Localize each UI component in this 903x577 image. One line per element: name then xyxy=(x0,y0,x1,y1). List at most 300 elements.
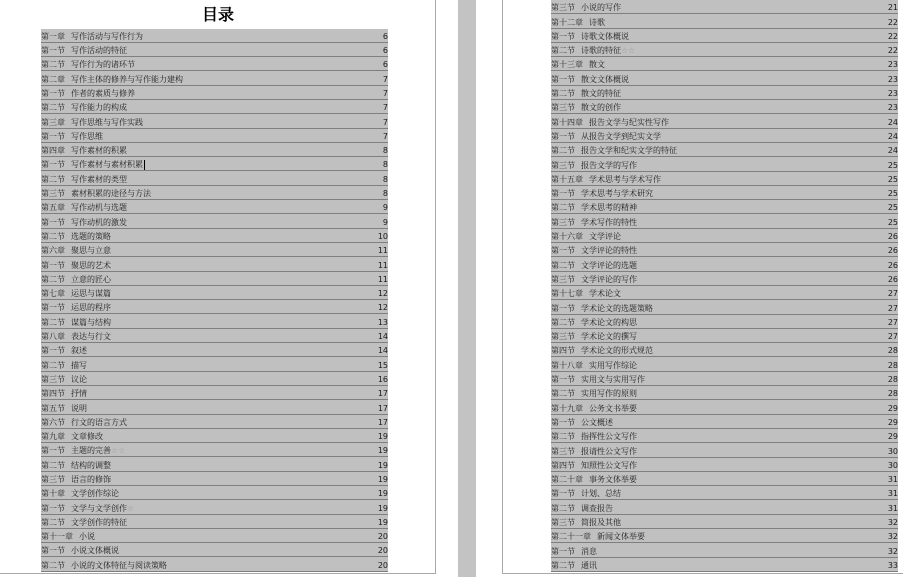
toc-entry-page-number: 6 xyxy=(382,46,388,56)
toc-entry[interactable] xyxy=(551,329,898,343)
toc-entry-heading: 第一章 xyxy=(41,31,65,41)
toc-entry-page-number: 11 xyxy=(377,274,388,284)
toc-entry-heading: 第二节 xyxy=(41,274,65,284)
toc-entry-title: 写作素材与素材积累 xyxy=(71,160,143,170)
toc-entry-page-number: 26 xyxy=(887,274,898,284)
toc-entry-title: 学术论文的构思 xyxy=(581,317,637,327)
toc-entry-heading: 第六章 xyxy=(41,246,65,256)
toc-entry-page-number: 8 xyxy=(382,189,388,199)
toc-entry[interactable] xyxy=(41,343,388,357)
toc-entry[interactable] xyxy=(551,71,898,85)
toc-entry-heading: 第三节 xyxy=(551,217,575,227)
toc-entry-page-number: 24 xyxy=(887,146,898,156)
toc-entry-heading: 第一节 xyxy=(41,303,65,313)
toc-entry-page-number: 25 xyxy=(887,203,898,213)
toc-entry-page-number: 31 xyxy=(887,475,898,485)
toc-entry-heading: 第二节 xyxy=(41,517,65,527)
toc-entry-heading: 第十一章 xyxy=(41,532,73,542)
toc-entry-heading: 第三节 xyxy=(551,446,575,456)
toc-entry-title: 学术论文的选题策略 xyxy=(581,303,653,313)
toc-entry-title: 叙述 xyxy=(71,346,87,356)
toc-entry-title: 学术思考与学术研究 xyxy=(581,189,653,199)
toc-entry-title: 计划、总结 xyxy=(581,489,621,499)
toc-entry-title: 实用写作的原则 xyxy=(581,389,637,399)
toc-entry-page-number: 7 xyxy=(382,88,388,98)
toc-entry[interactable] xyxy=(41,372,388,386)
toc-entry-page-number: 8 xyxy=(382,160,388,170)
toc-entry-heading: 第一节 xyxy=(551,375,575,385)
toc-entry-page-number: 28 xyxy=(887,389,898,399)
toc-entry-page-number: 27 xyxy=(887,289,898,299)
toc-entry-title: 散文的特征 xyxy=(581,89,621,99)
toc-entry[interactable] xyxy=(551,415,898,429)
toc-entry-heading: 第一节 xyxy=(551,189,575,199)
toc-entry-page-number: 14 xyxy=(377,332,388,342)
toc-entry-page-number: 27 xyxy=(887,317,898,327)
toc-entry-title: 通讯 xyxy=(581,560,597,570)
toc-entry-heading: 第一节 xyxy=(551,31,575,41)
toc-entry-title: 作者的素质与修养 xyxy=(71,88,135,98)
toc-entry-heading: 第三节 xyxy=(41,189,65,199)
toc-entry-page-number: 10 xyxy=(377,231,388,241)
toc-entry[interactable] xyxy=(41,57,388,71)
toc-entry-heading: 第一节 xyxy=(41,503,65,513)
toc-entry[interactable] xyxy=(41,186,388,200)
toc-entry-heading: 第三节 xyxy=(41,475,65,484)
toc-entry-title: 文学评论的选题 xyxy=(581,260,637,270)
toc-entry[interactable] xyxy=(41,329,388,343)
toc-entry[interactable] xyxy=(41,557,388,571)
toc-entry-title: 写作素材的积累 xyxy=(71,146,127,156)
toc-entry[interactable] xyxy=(41,200,388,214)
toc-entry-title: 写作思维与写作实践 xyxy=(71,117,143,127)
toc-entry[interactable] xyxy=(41,543,388,557)
toc-entry-title: 指挥性公文写作 xyxy=(581,432,637,442)
toc-entry-page-number: 19 xyxy=(377,432,388,442)
toc-entry-page-number: 26 xyxy=(887,246,898,256)
toc-entry-page-number: 27 xyxy=(887,332,898,342)
toc-entry-title: 散文文体概说 xyxy=(581,74,629,84)
toc-entry[interactable] xyxy=(41,100,388,114)
toc-entry-page-number: 19 xyxy=(377,517,388,527)
toc-entry-heading: 第三节 xyxy=(551,517,575,527)
toc-entry-title: 选题的策略 xyxy=(71,231,111,241)
toc-entry[interactable] xyxy=(41,114,388,128)
toc-entry-page-number: 23 xyxy=(887,103,898,113)
toc-entry-title: 谋篇与结构 xyxy=(71,317,111,327)
toc-entry-page-number: 32 xyxy=(887,532,898,542)
toc-entry-title: 写作动机与选题 xyxy=(71,203,127,213)
toc-entry-heading: 第二节 xyxy=(551,560,575,570)
document-page-left xyxy=(0,0,436,574)
toc-entry-page-number: 11 xyxy=(377,260,388,270)
toc-entry-heading: 第一节 xyxy=(551,546,575,556)
toc-entry-title: 素材积累的途径与方法 xyxy=(71,189,151,199)
toc-entry-heading: 第四节 xyxy=(551,460,575,470)
toc-entry-heading: 第二节 xyxy=(551,203,575,213)
toc-entry-page-number: 25 xyxy=(887,174,898,184)
toc-entry-page-number: 25 xyxy=(887,189,898,199)
toc-entry-heading: 第一节 xyxy=(41,217,65,227)
toc-entry-page-number: 30 xyxy=(887,446,898,456)
toc-entry[interactable] xyxy=(551,558,898,572)
toc-entry-page-number: 13 xyxy=(377,317,388,327)
toc-entry[interactable] xyxy=(551,472,898,486)
document-title: 目录 xyxy=(201,5,234,24)
toc-entry-page-number: 23 xyxy=(887,60,898,70)
toc-entry-page-number: 17 xyxy=(377,403,388,413)
toc-entry-heading: 第一节 xyxy=(551,417,575,427)
toc-entry-title: 写作动机的激发 xyxy=(71,217,127,227)
toc-entry-heading: 第六节 xyxy=(41,417,65,427)
toc-entry-title: 文学创作的特征 xyxy=(71,517,127,527)
toc-entry-heading: 第二节 xyxy=(41,317,65,327)
toc-entry[interactable] xyxy=(41,71,388,85)
toc-entry-title: 从报告文学到纪实文学 xyxy=(581,131,661,141)
toc-entry-heading: 第二节 xyxy=(41,560,65,570)
toc-entry-title: 公务文书举要 xyxy=(589,403,637,413)
toc-entry-title: 文学评论 xyxy=(589,232,621,242)
toc-entry-heading: 第十九章 xyxy=(551,403,583,413)
toc-entry-title: 事务文体举要 xyxy=(589,475,637,485)
toc-entry[interactable] xyxy=(551,43,898,57)
toc-entry-heading: 第三节 xyxy=(551,274,575,284)
text-cursor xyxy=(144,160,145,170)
toc-entry-page-number: 31 xyxy=(887,489,898,499)
toc-entry-heading: 第一节 xyxy=(41,131,65,141)
toc-entry[interactable] xyxy=(551,443,898,457)
toc-entry-page-number: 29 xyxy=(887,432,898,442)
toc-entry-heading: 第二节 xyxy=(551,89,575,99)
toc-entry-heading: 第一节 xyxy=(551,489,575,499)
toc-entry-page-number: 19 xyxy=(377,446,388,456)
toc-entry-page-number: 7 xyxy=(382,117,388,127)
toc-entry[interactable] xyxy=(551,500,898,514)
toc-entry-title: 运思的程序 xyxy=(71,303,111,313)
toc-entry-title: 写作素材的类型 xyxy=(71,174,127,184)
toc-entry[interactable] xyxy=(551,458,898,472)
toc-entry-heading: 第二节 xyxy=(551,260,575,270)
toc-entry-title: 文学评论的特性 xyxy=(581,246,637,256)
toc-entry-title: 小说 xyxy=(79,532,95,542)
toc-entry-page-number: 32 xyxy=(887,546,898,556)
toc-entry[interactable] xyxy=(41,29,388,43)
toc-entry-title: 诗歌的特征☆☆ xyxy=(581,46,636,56)
toc-entry-heading: 第十五章 xyxy=(551,174,583,184)
toc-entry[interactable] xyxy=(551,14,898,28)
toc-entry[interactable] xyxy=(41,257,388,271)
toc-entry[interactable] xyxy=(551,272,898,286)
toc-entry-title: 公文概述 xyxy=(581,417,613,427)
toc-entry[interactable] xyxy=(551,129,898,143)
toc-entry-heading: 第一节 xyxy=(41,160,65,170)
toc-entry[interactable] xyxy=(551,57,898,71)
document-page-right xyxy=(502,0,903,574)
toc-entry-title: 描写 xyxy=(71,360,87,370)
toc-entry-page-number: 31 xyxy=(887,503,898,513)
toc-entry[interactable] xyxy=(41,272,388,286)
toc-entry-title: 写作主体的修养与写作能力建构 xyxy=(71,74,183,84)
toc-entry-title: 文学创作综论 xyxy=(71,489,119,499)
toc-entry[interactable] xyxy=(551,229,898,243)
toc-entry[interactable] xyxy=(41,214,388,228)
toc-entry[interactable] xyxy=(41,486,388,500)
toc-entry-heading: 第九章 xyxy=(41,432,65,442)
toc-entry-title: 调查报告 xyxy=(581,503,613,513)
toc-entry-heading: 第四节 xyxy=(41,389,65,399)
toc-entry-title: 抒情 xyxy=(71,389,87,399)
toc-entry-page-number: 30 xyxy=(887,460,898,470)
toc-entry-heading: 第一节 xyxy=(41,446,65,456)
toc-entry-heading: 第一节 xyxy=(551,303,575,313)
toc-entry-heading: 第十三章 xyxy=(551,60,583,70)
toc-entry[interactable] xyxy=(551,529,898,543)
star-icon: ☆☆ xyxy=(111,446,126,456)
toc-entry-heading: 第七章 xyxy=(41,289,65,299)
toc-entry-page-number: 28 xyxy=(887,375,898,385)
toc-entry-title: 写作活动的特征 xyxy=(71,46,127,56)
toc-entry[interactable] xyxy=(41,415,388,429)
toc-entry-page-number: 6 xyxy=(382,60,388,70)
toc-entry-heading: 第一节 xyxy=(551,246,575,256)
toc-entry-heading: 第一节 xyxy=(41,88,65,98)
toc-entry-page-number: 21 xyxy=(887,3,898,13)
toc-entry[interactable] xyxy=(551,343,898,357)
toc-entry-page-number: 6 xyxy=(382,31,388,41)
toc-entry-heading: 第十章 xyxy=(41,489,65,499)
toc-entry-title: 文学与文学创作☆ xyxy=(71,503,135,513)
toc-entry[interactable] xyxy=(41,314,388,328)
toc-entry-heading: 第二节 xyxy=(41,60,65,70)
toc-entry[interactable] xyxy=(41,286,388,300)
toc-entry-title: 散文的创作 xyxy=(581,103,621,113)
toc-entry-heading: 第八章 xyxy=(41,332,65,342)
toc-entry-heading: 第二节 xyxy=(551,389,575,399)
toc-entry-page-number: 20 xyxy=(377,546,388,556)
toc-entry[interactable] xyxy=(551,386,898,400)
toc-entry-page-number: 22 xyxy=(887,46,898,56)
toc-entry-title: 小说的文体特征与阅读策略 xyxy=(71,560,167,570)
toc-entry[interactable] xyxy=(41,529,388,543)
toc-entry-title: 散文 xyxy=(589,60,605,70)
toc-entry-page-number: 7 xyxy=(382,103,388,113)
toc-entry-heading: 第三章 xyxy=(41,117,65,127)
toc-entry-heading: 第二节 xyxy=(41,231,65,241)
toc-entry[interactable] xyxy=(41,157,388,171)
toc-entry-heading: 第五章 xyxy=(41,203,65,213)
toc-entry[interactable] xyxy=(41,229,388,243)
toc-entry[interactable] xyxy=(551,372,898,386)
toc-entry-page-number: 20 xyxy=(377,560,388,570)
toc-entry-title: 学术思考的精神 xyxy=(581,203,637,213)
toc-entry-heading: 第二节 xyxy=(551,146,575,156)
toc-entry-heading: 第二十章 xyxy=(551,475,583,485)
toc-entry[interactable] xyxy=(41,300,388,314)
toc-entry-title: 写作活动与写作行为 xyxy=(71,31,143,41)
toc-entry-page-number: 19 xyxy=(377,475,388,484)
toc-entry[interactable] xyxy=(41,515,388,529)
toc-entry[interactable] xyxy=(41,443,388,457)
toc-entry-page-number: 33 xyxy=(887,560,898,570)
toc-entry[interactable] xyxy=(551,114,898,128)
toc-entry[interactable] xyxy=(551,286,898,300)
toc-entry[interactable] xyxy=(551,143,898,157)
toc-entry-title: 文学评论的写作 xyxy=(581,274,637,284)
toc-entry[interactable] xyxy=(551,357,898,371)
toc-entry-title: 简报及其他 xyxy=(581,517,621,527)
toc-entry[interactable] xyxy=(551,400,898,414)
toc-entry[interactable] xyxy=(551,543,898,557)
toc-entry[interactable] xyxy=(551,300,898,314)
toc-entry-page-number: 9 xyxy=(382,217,388,227)
toc-entry-page-number: 7 xyxy=(382,74,388,84)
toc-entry-heading: 第二节 xyxy=(41,174,65,184)
toc-entry-title: 写作思维 xyxy=(71,131,103,141)
toc-entry[interactable] xyxy=(551,200,898,214)
toc-entry-heading: 第三节 xyxy=(551,160,575,170)
toc-entry-heading: 第一节 xyxy=(551,131,575,141)
toc-entry-title: 知照性公文写作 xyxy=(581,460,637,470)
toc-entry-title: 实用写作综论 xyxy=(589,360,637,370)
toc-entry-heading: 第三节 xyxy=(551,103,575,113)
toc-entry-heading: 第二十一章 xyxy=(551,532,591,542)
toc-entry[interactable] xyxy=(41,457,388,471)
toc-entry-title: 主题的完善☆☆ xyxy=(71,446,126,456)
toc-entry-title: 学术思考与学术写作 xyxy=(589,174,661,184)
toc-entry-page-number: 25 xyxy=(887,217,898,227)
toc-entry[interactable] xyxy=(551,515,898,529)
toc-entry-heading: 第四节 xyxy=(551,346,575,356)
toc-entry-title: 聚思与立意 xyxy=(71,246,111,256)
toc-entry-title: 诗歌文体概说 xyxy=(581,31,629,41)
toc-entry-heading: 第十六章 xyxy=(551,232,583,242)
toc-list-right xyxy=(551,0,898,572)
toc-entry-page-number: 27 xyxy=(887,303,898,313)
toc-entry[interactable] xyxy=(41,400,388,414)
toc-entry-heading: 第十八章 xyxy=(551,360,583,370)
toc-entry-page-number: 17 xyxy=(377,417,388,427)
toc-list-left xyxy=(41,29,388,572)
toc-entry-title: 报请性公文写作 xyxy=(581,446,637,456)
toc-entry-title: 写作能力的构成 xyxy=(71,103,127,113)
toc-entry-page-number: 7 xyxy=(382,131,388,141)
toc-entry[interactable] xyxy=(551,186,898,200)
toc-entry-title: 聚思的艺术 xyxy=(71,260,111,270)
toc-entry[interactable] xyxy=(551,86,898,100)
toc-entry-page-number: 11 xyxy=(377,246,388,256)
toc-entry[interactable] xyxy=(41,429,388,443)
toc-entry[interactable] xyxy=(551,100,898,114)
toc-entry-heading: 第二节 xyxy=(41,460,65,470)
toc-entry[interactable] xyxy=(41,243,388,257)
toc-entry-page-number: 26 xyxy=(887,260,898,270)
toc-entry-heading: 第一节 xyxy=(41,260,65,270)
toc-entry-page-number: 17 xyxy=(377,389,388,399)
toc-entry-title: 报告文学的写作 xyxy=(581,160,637,170)
toc-entry-page-number: 32 xyxy=(887,517,898,527)
toc-entry-title: 议论 xyxy=(71,374,87,384)
toc-entry-page-number: 19 xyxy=(377,489,388,499)
toc-entry-heading: 第三节 xyxy=(41,374,65,384)
toc-entry-heading: 第二节 xyxy=(551,46,575,56)
toc-entry-page-number: 28 xyxy=(887,346,898,356)
toc-entry-heading: 第五节 xyxy=(41,403,65,413)
toc-entry[interactable] xyxy=(41,129,388,143)
toc-entry[interactable] xyxy=(551,214,898,228)
toc-entry-heading: 第四章 xyxy=(41,146,65,156)
toc-entry[interactable] xyxy=(551,157,898,171)
toc-entry-title: 消息 xyxy=(581,546,597,556)
toc-entry-title: 语言的修饰 xyxy=(71,475,111,484)
toc-entry[interactable] xyxy=(41,500,388,514)
toc-entry-page-number: 24 xyxy=(887,131,898,141)
toc-entry-page-number: 29 xyxy=(887,403,898,413)
toc-entry-heading: 第一节 xyxy=(551,74,575,84)
star-icon: ☆ xyxy=(127,503,135,513)
toc-entry-page-number: 23 xyxy=(887,74,898,84)
toc-entry-heading: 第三节 xyxy=(551,3,575,13)
toc-entry-page-number: 29 xyxy=(887,417,898,427)
toc-entry-heading: 第十二章 xyxy=(551,17,583,27)
toc-entry-title: 运思与谋篇 xyxy=(71,289,111,299)
toc-entry-page-number: 14 xyxy=(377,346,388,356)
toc-entry-page-number: 24 xyxy=(887,117,898,127)
page-gutter xyxy=(458,0,476,577)
toc-entry-heading: 第二节 xyxy=(551,317,575,327)
toc-entry-title: 学术论文 xyxy=(589,289,621,299)
toc-entry[interactable] xyxy=(41,171,388,185)
toc-entry-title: 报告文学与纪实性写作 xyxy=(589,117,669,127)
toc-entry-heading: 第二节 xyxy=(551,432,575,442)
toc-entry[interactable] xyxy=(551,486,898,500)
toc-entry-page-number: 26 xyxy=(887,232,898,242)
toc-entry-page-number: 22 xyxy=(887,17,898,27)
toc-entry[interactable] xyxy=(41,472,388,486)
toc-entry-title: 学术写作的特性 xyxy=(581,217,637,227)
toc-entry-page-number: 28 xyxy=(887,360,898,370)
toc-entry-page-number: 16 xyxy=(377,374,388,384)
toc-entry[interactable] xyxy=(551,172,898,186)
toc-entry[interactable] xyxy=(41,86,388,100)
toc-entry-page-number: 12 xyxy=(377,303,388,313)
toc-entry[interactable] xyxy=(551,29,898,43)
toc-entry[interactable] xyxy=(41,357,388,371)
toc-entry-heading: 第一节 xyxy=(41,546,65,556)
toc-entry[interactable] xyxy=(41,143,388,157)
toc-entry-page-number: 8 xyxy=(382,174,388,184)
toc-entry[interactable] xyxy=(41,386,388,400)
toc-entry-title: 结构的调整 xyxy=(71,460,111,470)
toc-entry[interactable] xyxy=(551,429,898,443)
toc-entry-page-number: 8 xyxy=(382,146,388,156)
toc-entry[interactable] xyxy=(551,257,898,271)
toc-entry-page-number: 19 xyxy=(377,503,388,513)
toc-entry[interactable] xyxy=(551,0,898,14)
toc-entry[interactable] xyxy=(551,243,898,257)
toc-entry[interactable] xyxy=(551,315,898,329)
toc-entry-heading: 第三节 xyxy=(551,332,575,342)
toc-entry-title: 小说的写作 xyxy=(581,3,621,13)
toc-entry-page-number: 23 xyxy=(887,89,898,99)
toc-entry-title: 说明 xyxy=(71,403,87,413)
toc-entry[interactable] xyxy=(41,43,388,57)
toc-entry-title: 写作行为的诸环节 xyxy=(71,60,135,70)
toc-entry-page-number: 22 xyxy=(887,31,898,41)
toc-entry-page-number: 19 xyxy=(377,460,388,470)
toc-entry-heading: 第二节 xyxy=(41,103,65,113)
toc-entry-heading: 第一节 xyxy=(41,46,65,56)
toc-entry-title: 学术论文的形式规范 xyxy=(581,346,653,356)
